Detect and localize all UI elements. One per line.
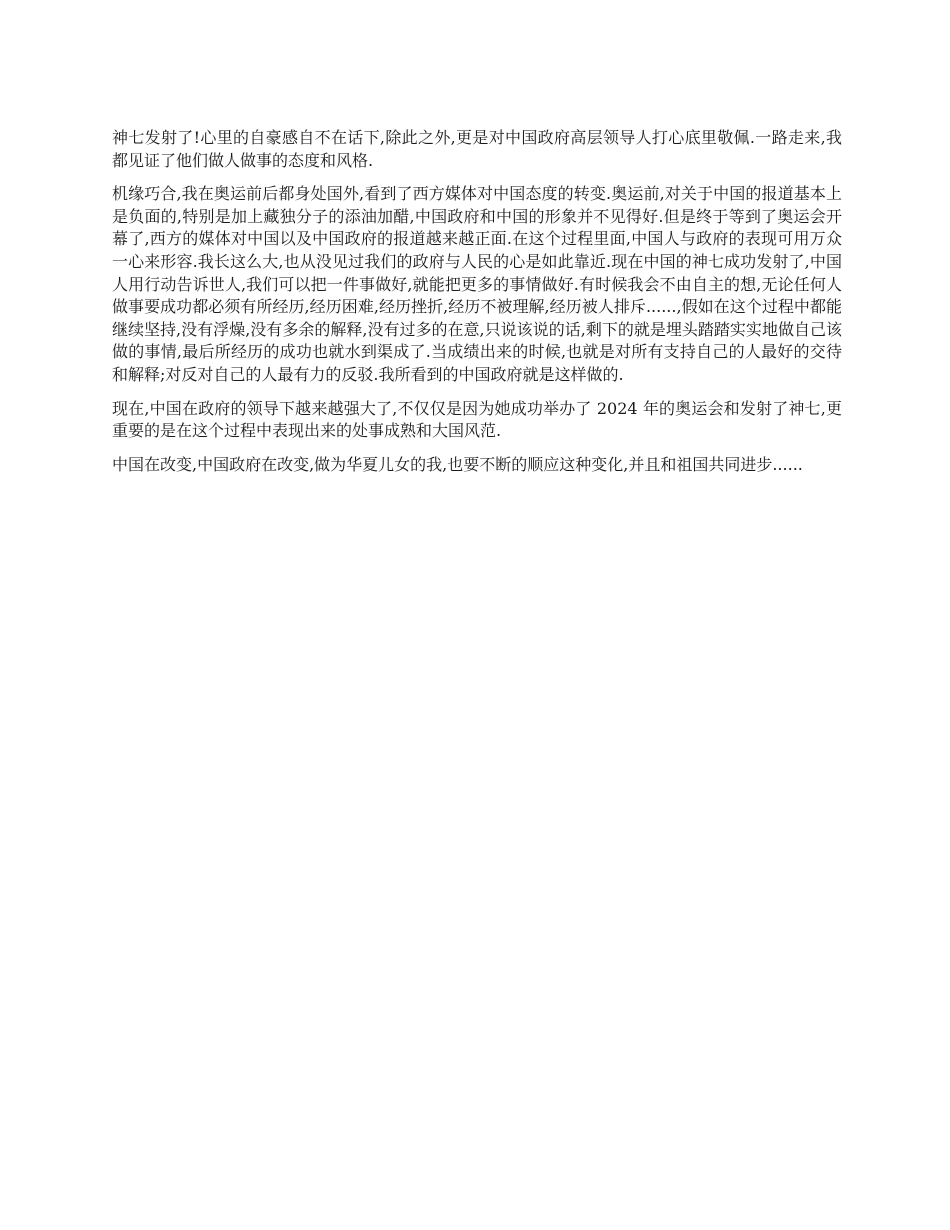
paragraph-1: 神七发射了!心里的自豪感自不在话下,除此之外,更是对中国政府高层领导人打心底里敬佩.一路走来,我都见证了他们做人做事的态度和风格. (112, 128, 842, 170)
document-body (112, 127, 842, 487)
paragraph-3: 现在,中国在政府的领导下越来越强大了,不仅仅是因为她成功举办了 2024 年的奥运会和发射了神七,更重要的是在这个过程中表现出来的处事成熟和大国风范. (112, 398, 842, 441)
paragraph-2: 机缘巧合,我在奥运前后都身处国外,看到了西方媒体对中国态度的转变.奥运前,对关于中国的报道基本上是负面的,特别是加上藏独分子的添油加醋,中国政府和中国的形象并不见得好.但是终于等到了奥运会开幕了,西方的媒体对中国以及中国政府的报道越来越正面.在这个过程里面,中国人与政府的表现可用万众一心来形容.我长这么大,也从没见过我们的政府与人民的心是如此靠近.现在中国的神七成功发射了,中国人用行动告诉世人,我们可以把一件事做好,就能把更多的事情做好.有时候我会不由自主的想,无论任何人做事要成功都必须有所经历,经历困难,经历挫折,经历不被理解,经历被人排斥......,假如在这个过程中都能继续坚持,没有浮燥,没有多余的解释,没有过多的在意,只说该说的话,剩下的就是埋头踏踏实实地做自己该做的事情,最后所经历的成功也就水到渠成了.当成绩出来的时候,也就是对所有支持自己的人最好的交待和解释;对反对自己的人最有力的反驳.我所看到的中国政府就是这样做的. (112, 184, 842, 384)
paragraph-4: 中国在改变,中国政府在改变,做为华夏儿女的我,也要不断的顺应这种变化,并且和祖国共同进步...... (112, 454, 803, 474)
